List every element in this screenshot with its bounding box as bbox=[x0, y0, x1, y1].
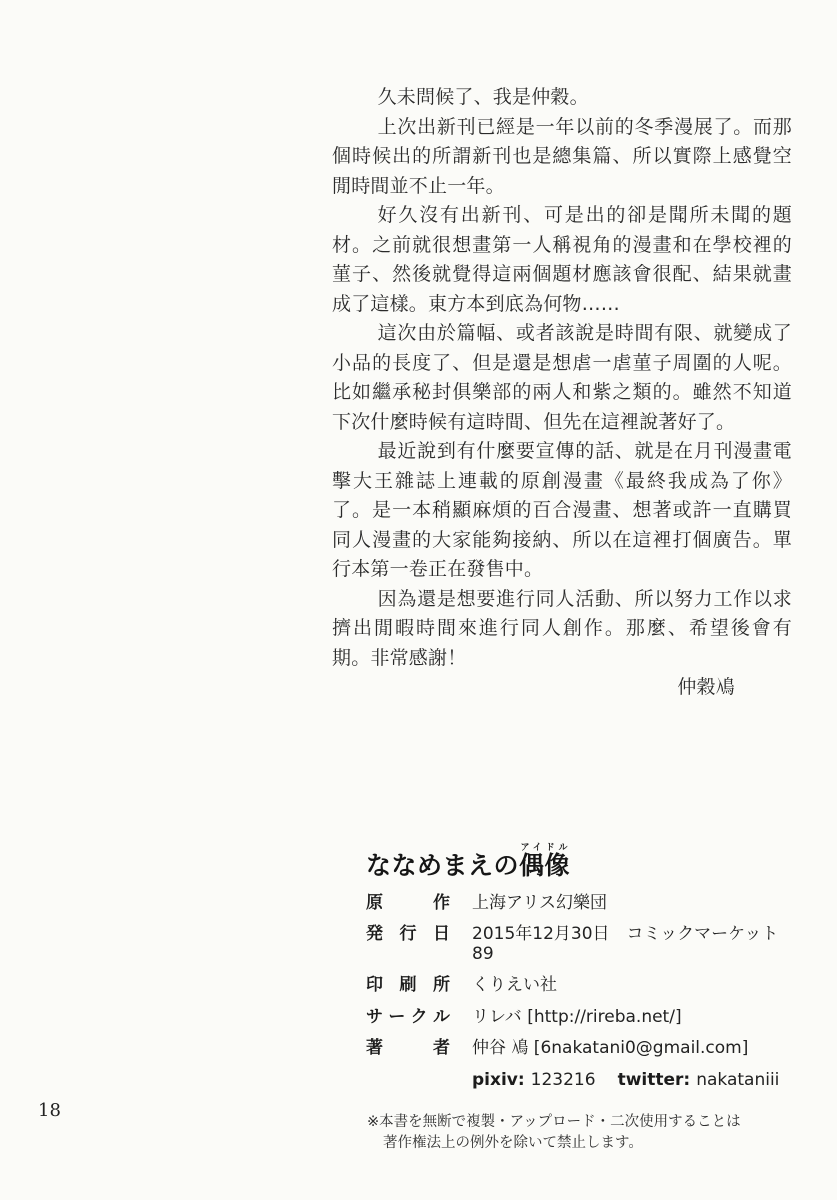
afterword-paragraph: 最近說到有什麼要宣傳的話、就是在月刊漫畫電擊大王雜誌上連載的原創漫畫《最終我成為了你》了。是一本稍顯麻煩的百合漫畫、想著或許一直購買同人漫畫的大家能夠接納、所以在這裡打個廣告。單行本第一卷正在發售中。 bbox=[332, 440, 792, 580]
colophon-value-publish-date: 2015年12月30日 コミックマーケット89 bbox=[472, 924, 779, 964]
colophon-value-printer: くりえい社 bbox=[472, 975, 557, 996]
colophon-label-author: 著 者 bbox=[366, 1038, 450, 1059]
afterword-text-block bbox=[332, 83, 792, 703]
twitter-label: twitter: bbox=[617, 1070, 691, 1091]
colophon-value-original-work: 上海アリス幻樂団 bbox=[472, 892, 607, 913]
colophon-row-author bbox=[366, 1039, 796, 1059]
page-number: 18 bbox=[38, 1100, 61, 1121]
colophon-value-author: 仲谷 鳰 [6nakatani0@gmail.com] bbox=[472, 1038, 749, 1059]
author-signature: 仲穀鳰 bbox=[677, 676, 735, 698]
colophon-row-printer bbox=[366, 976, 796, 996]
doujin-title-furigana: アイドル bbox=[519, 843, 571, 853]
copyright-disclaimer bbox=[367, 1112, 796, 1154]
colophon-label-circle: サ ー ク ル bbox=[366, 1006, 450, 1027]
afterword-paragraph: 好久沒有出新刊、可是出的卻是聞所未聞的題材。之前就很想畫第一人稱視角的漫畫和在學校裡的菫子、然後就覺得這兩個題材應該會很配、結果就畫成了這樣。東方本到底為何物…… bbox=[332, 204, 792, 315]
colophon-social-line bbox=[472, 1071, 779, 1091]
colophon-label-printer: 印 刷 所 bbox=[366, 975, 450, 996]
pixiv-label: pixiv: bbox=[472, 1070, 525, 1091]
colophon-row-circle bbox=[366, 1008, 796, 1028]
colophon-value-circle: リレバ [http://rireba.net/] bbox=[472, 1006, 682, 1027]
pixiv-id: 123216 bbox=[530, 1070, 596, 1091]
twitter-handle: nakataniii bbox=[696, 1070, 780, 1091]
copyright-disclaimer-line1: ※本書を無断で複製・アップロード・二次使用することは bbox=[367, 1113, 741, 1130]
colophon-row-publish-date bbox=[366, 925, 796, 964]
afterword-paragraph: 上次出新刊已經是一年以前的冬季漫展了。而那個時候出的所謂新刊也是總集篇、所以實際上感覺空閒時間並不止一年。 bbox=[332, 115, 792, 197]
afterword-paragraph: 久未問候了、我是仲穀。 bbox=[377, 86, 589, 108]
colophon-label-publish-date: 発 行 日 bbox=[366, 924, 450, 945]
doujin-title-ruby bbox=[519, 843, 571, 880]
colophon-block bbox=[366, 843, 796, 1154]
colophon-row-original-work bbox=[366, 894, 796, 914]
colophon-label-original-work: 原 作 bbox=[366, 892, 450, 913]
colophon-row-social bbox=[366, 1071, 796, 1091]
doujin-title bbox=[366, 843, 796, 881]
doujin-title-ruby-base: 偶像 bbox=[519, 851, 571, 880]
doujin-title-plain: ななめまえの bbox=[366, 851, 520, 880]
afterword-paragraph: 這次由於篇幅、或者該說是時間有限、就變成了小品的長度了、但是還是想虐一虐菫子周圍的人呢。比如繼承秘封俱樂部的兩人和紫之類的。雖然不知道下次什麼時候有這時間、但先在這裡說著好了。 bbox=[332, 322, 792, 433]
afterword-paragraph: 因為還是想要進行同人活動、所以努力工作以求擠出閒暇時間來進行同人創作。那麼、希望後會有期。非常感謝！ bbox=[332, 587, 792, 669]
copyright-disclaimer-line2: 著作権法上の例外を除いて禁止します。 bbox=[383, 1134, 643, 1151]
